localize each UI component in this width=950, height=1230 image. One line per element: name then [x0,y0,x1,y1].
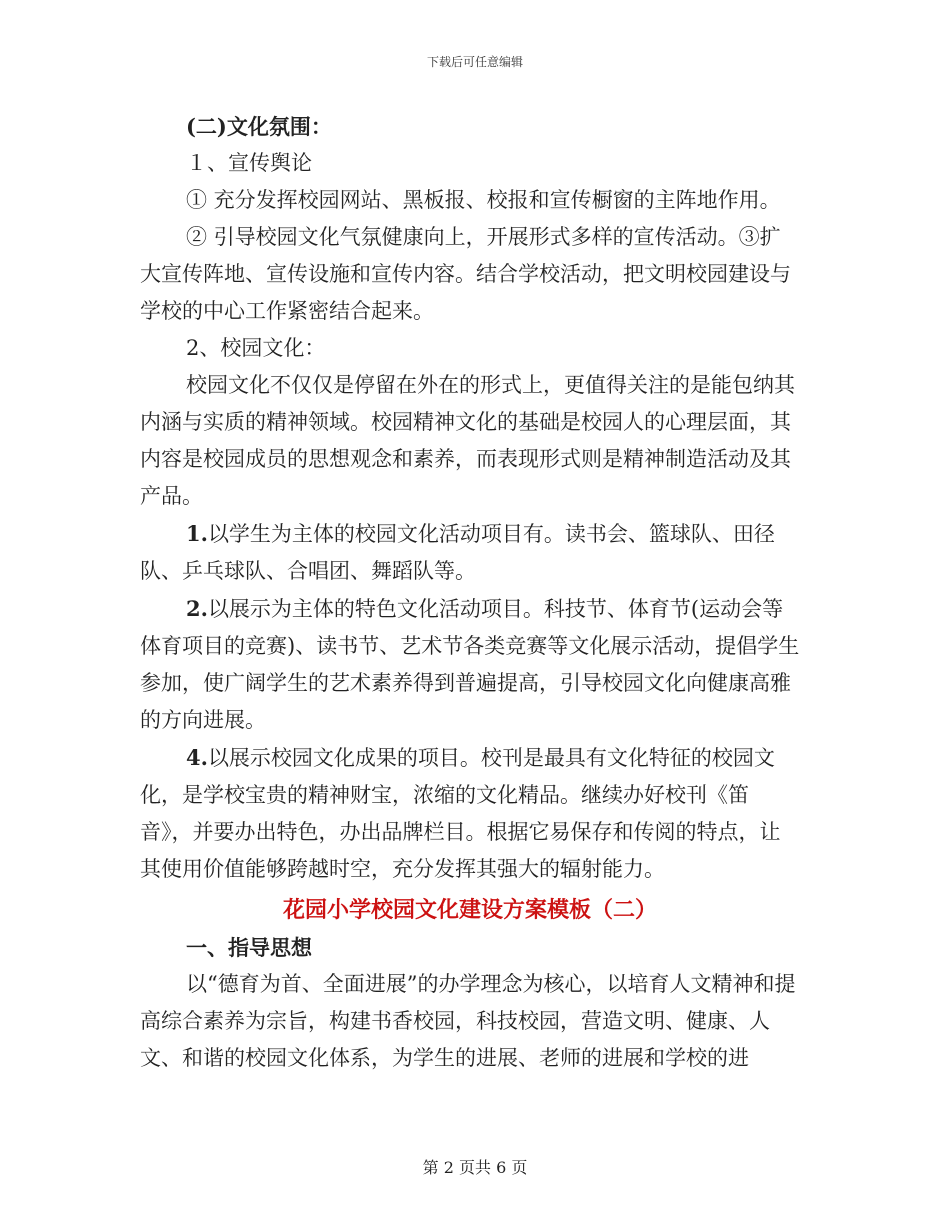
section-heading-atmosphere: (二)文化氛围： [186,114,332,139]
list-item-text: 以学生为主体的校园文化活动项目有。读书会、篮球队、田径队、乒乓球队、合唱团、舞蹈队等。 [140,522,775,583]
list-item-text: 以展示为主体的特色文化活动项目。科技节、体育节(运动会等体育项目的竞赛)、读书节、艺术节各类竞赛等文化展示活动，提倡学生参加，使广阔学生的艺术素养得到普遍提高，引导校园文化向健康高雅的方向进展。 [140,597,800,732]
item1-title: １、宣传舆论 [186,151,312,175]
item2-title: 2、校园文化： [186,336,326,360]
page-header: 下载后可任意编辑 [426,55,523,69]
item2-paragraph-1: 校园文化不仅仅是停留在外在的形式上，更值得关注的是能包纳其内涵与实质的精神领域。校园精神文化的基础是校园人的心理层面，其内容是校园成员的思想观念和素养，而表现形式则是精神制造活动及其产品。 [140,373,795,508]
item1-paragraph-1: ① 充分发挥校园网站、黑板报、校报和宣传橱窗的主阵地作用。 [186,188,781,212]
guiding-ideology-paragraph: 以“德育为首、全面进展”的办学理念为核心，以培育人文精神和提高综合素养为宗旨，构建书香校园，科技校园，营造文明、健康、人文、和谐的校园文化体系，为学生的进展、老师的进展和学校的进 [140,972,796,1070]
list-item-number: 2. [186,596,208,621]
document-title: 花园小学校园文化建设方案模板（二） [282,897,657,923]
list-item [140,739,800,888]
document-body [140,108,800,1077]
list-item-number: 1. [186,521,208,546]
item1-paragraph-2: ② 引导校园文化气氛健康向上，开展形式多样的宣传活动。③扩大宣传阵地、宣传设施和宣传内容。结合学校活动，把文明校园建设与学校的中心工作紧密结合起来。 [140,225,791,323]
list-item-text: 以展示校园文化成果的项目。校刊是最具有文化特征的校园文化，是学校宝贵的精神财宝，浓缩的文化精品。继续办好校刊《笛音》，并要办出特色，办出品牌栏目。根据它易保存和传阅的特点，让其使用价值能够跨越时空，充分发挥其强大的辐射能力。 [140,746,781,881]
section-heading-guiding-ideology: 一、指导思想 [186,935,312,960]
page-footer: 第 2 页共 6 页 [422,1158,528,1177]
list-item [140,590,800,739]
list-item-number: 4. [186,745,208,770]
list-item [140,515,800,590]
